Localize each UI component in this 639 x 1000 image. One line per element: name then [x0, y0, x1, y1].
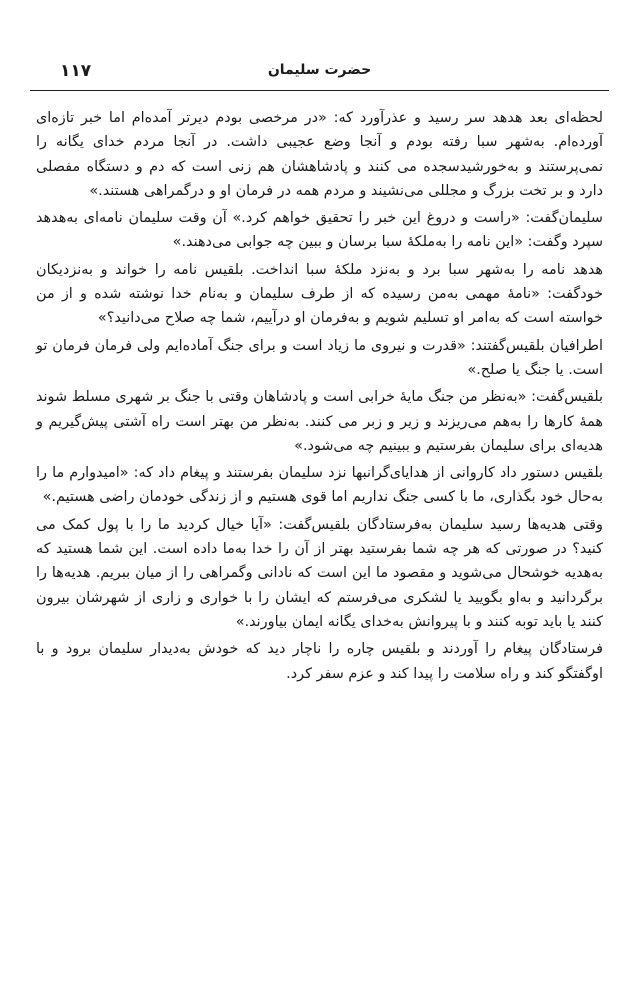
page-number: ۱۱۷ [60, 61, 92, 81]
paragraph-solomon-letter: سلیمان‌گفت: «راست و دروغ این خبر را تحقیق خواهم کرد.» آن وقت سلیمان نامه‌ای به‌هدهد سپرد وگفت: «این نامه را به‌ملکهٔ سبا برسان و ببین چه جوابی می‌دهند.» [36, 210, 603, 251]
paragraph-bilqis-opinion: بلقیس‌گفت: «به‌نظر من جنگ مایهٔ خرابی است و پادشاهان وقتی با جنگ بر شهری مسلط شوند همهٔ کارها را به‌هم می‌ریزند و زیر و زبر می کنند. به‌نظر من بهتر است راه آشتی پیش‌گیریم و هدیه‌ای برای سلیمان بفرستیم و ببینیم چه می‌شود.» [36, 389, 603, 454]
paragraph-gifts-sent: بلقیس دستور داد کاروانی از هدایای‌گرانبها نزد سلیمان بفرستند و پیغام داد که: «امیدوارم ما را به‌حال خود بگذاری، ما با کسی جنگ نداریم اما قوی هستیم و از زندگی خودمان راضی هستیم.» [36, 465, 603, 506]
running-header [30, 58, 609, 91]
paragraph-bilqis-journey: فرستادگان پیغام را آوردند و بلقیس چاره را ناچار دید که خودش به‌دیدار سلیمان برود و با اوگفتگو کند و راه سلامت را پیدا کند و عزم سفر کرد. [36, 641, 603, 682]
paragraph-bilqis-reads-letter: هدهد نامه را به‌شهر سبا برد و به‌نزد ملکهٔ سبا انداخت. بلقیس نامه را خواند و به‌نزدیکان خودگفت: «نامهٔ مهمی به‌من رسیده که از طرف سلیمان و به‌نام خدا نوشته شده و از من خواسته است که به‌امر او تسلیم شویم و به‌فرمان او درآییم، شما چه صلاح می‌دانید؟» [36, 261, 603, 327]
paragraph-courtiers-reply: اطرافیان بلقیس‌گفتند: «قدرت و نیروی ما زیاد است و برای جنگ آماده‌ایم ولی فرمان فرمان تو است. یا جنگ یا صلح.» [36, 337, 603, 378]
paragraph-hoopoe-report: لحظه‌ای بعد هدهد سر رسید و عذرآورد که: «در مرخصی بودم دیرتر آمده‌ام اما خبر تازه‌ای آورده‌ام. به‌شهر سبا رفته بودم و آنجا وضع عجیبی داشت. در آنجا مردم خدای یگانه را نمی‌پرستند و به‌خورشید‌سجده می کنند و پادشاهشان هم زنی است که دم و دستگاه مفصلی دارد و بر تخت بزرگ و مجللی می‌نشیند و مردم همه در فرمان او و درگمراهی هستند.» [36, 110, 603, 199]
chapter-title: حضرت سلیمان [267, 62, 372, 78]
paragraph-solomon-reply: وقتی هدیه‌ها رسید سلیمان به‌فرستادگان بلقیس‌گفت: «آیا خیال کردید ما را با پول کمک می کنید؟ در صورتی که هر چه شما بفرستید بهتر از آن را خدا به‌ما داده است. این شما هستید که به‌هدیه خوشحال می‌شوید و مقصود ما این است که نادانی وگمراهی را از میان ببریم. هدیه‌ها را برگردانید و به‌او بگویید یا لشکری می‌فرستم که ایشان را با خواری و زاری از شهرشان بیرون کنند یا باید توبه کنند و با پیروانش به‌خدای یگانه ایمان بیاورند.» [36, 516, 603, 630]
body-text [36, 106, 603, 689]
